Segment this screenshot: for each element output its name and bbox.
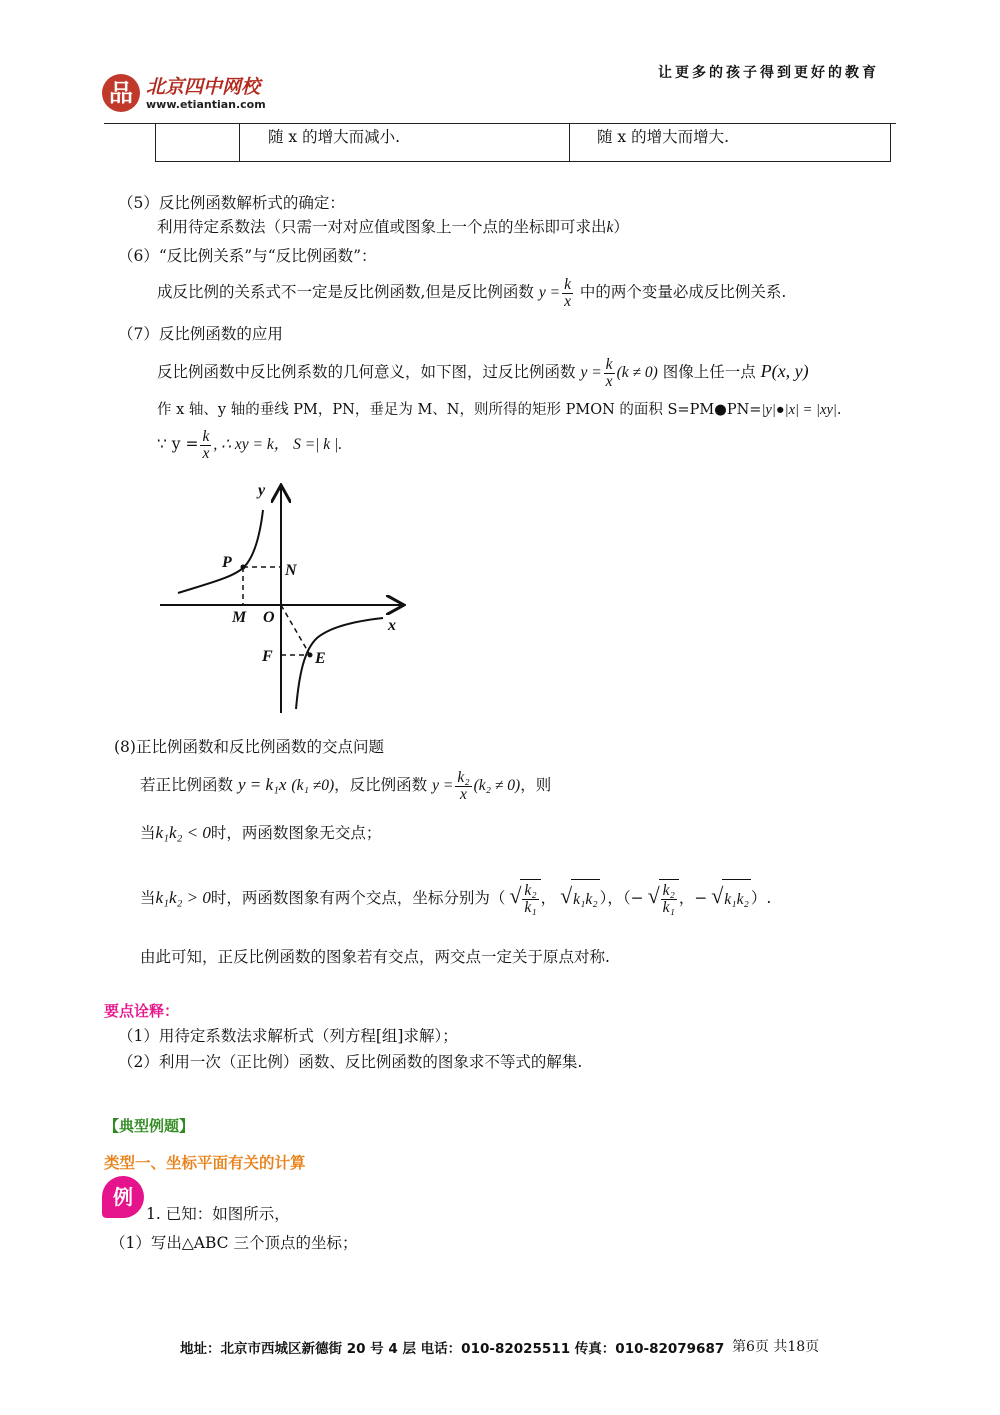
section-7-cond: (k ≠ 0) — [616, 364, 658, 381]
section-8-line1 — [140, 768, 551, 803]
label-p: P — [222, 554, 232, 571]
section-8-title: (8)正比例函数和反比例函数的交点问题 — [114, 738, 384, 756]
fraction-numerator: √ k₂ — [662, 882, 675, 900]
label-f: F — [262, 648, 273, 665]
logo-url: www.etiantian.com — [146, 97, 266, 111]
section-8-inverse-cond: (k₂ ≠ 0) — [473, 777, 521, 794]
section-7-line2 — [157, 400, 842, 420]
section-7-line3 — [157, 428, 342, 462]
section-5-title: （5）反比例函数解析式的确定： — [118, 194, 345, 212]
section-7-point: P(x, y) — [760, 361, 809, 381]
section-7-fraction — [604, 357, 615, 390]
section-8-comma: ， — [540, 889, 557, 907]
section-8-l3-e: ），（− — [599, 889, 644, 907]
fraction-denominator: k₁ — [524, 899, 537, 917]
notes-item-1: （1）用待定系数法求解析式（列方程[组]求解）； — [118, 1027, 458, 1045]
label-n: N — [285, 562, 297, 579]
table-cell-increase: 随 x 的增大而增大. — [597, 128, 730, 146]
sqrt-k1k2-neg: √ k₁k₂ — [722, 879, 751, 920]
section-8-line2 — [140, 820, 381, 846]
section-6-body-a: 成反比例的关系式不一定是反比例函数,但是反比例函数 — [157, 283, 534, 301]
fraction-denominator: x — [605, 372, 613, 390]
section-7-eq: y = — [580, 364, 602, 381]
notes-title: 要点诠释： — [104, 1002, 180, 1020]
site-logo[interactable] — [102, 74, 266, 112]
fraction-numerator: √ k₂ — [524, 882, 537, 900]
section-6-fraction — [562, 277, 573, 310]
section-8-fraction — [455, 770, 471, 803]
section-8-l1-b: ，反比例函数 — [334, 776, 428, 794]
example-badge-icon: 例 — [102, 1176, 144, 1218]
section-7-line2-c: . — [836, 402, 842, 418]
fraction-numerator: k — [202, 427, 210, 445]
section-6-body-b: 中的两个变量必成反比例关系. — [579, 283, 787, 301]
footer-address: 地址：北京市西城区新德街 20 号 4 层 电话：010-82025511 传真：010-82079687 — [180, 1341, 725, 1357]
hyperbola-graph — [150, 475, 420, 720]
oe-dashed — [281, 605, 310, 655]
logo-name: 北京四中网校 — [146, 75, 261, 98]
section-8-l2-a: 当 — [140, 824, 156, 842]
section-8-line3 — [140, 878, 771, 920]
label-y: y — [258, 482, 266, 499]
comparison-table — [155, 123, 891, 162]
section-8-l2-expr: k₁k₂ < 0 — [155, 823, 211, 842]
section-6-eq: y = — [538, 284, 561, 301]
section-5-k: k — [606, 219, 614, 236]
section-8-l1-c: ，则 — [520, 776, 552, 794]
fraction-numerator: k₂ — [457, 768, 470, 786]
table-divider — [239, 123, 240, 161]
section-5-text — [157, 217, 629, 238]
label-m: M — [232, 609, 247, 626]
section-7-line1-a: 反比例函数中反比例系数的几何意义，如下图，过反比例函数 — [157, 363, 576, 381]
footer-page: 第6页 共18页 — [732, 1339, 820, 1355]
sqrt-k1k2: √ k₁k₂ — [571, 879, 600, 920]
table-divider — [569, 123, 570, 161]
section-6-title: （6）“反比例关系”与“反比例函数”： — [118, 247, 377, 265]
question-1-part-1: （1）写出△ABC 三个顶点的坐标； — [110, 1234, 358, 1252]
section-7-title: （7）反比例函数的应用 — [118, 325, 283, 343]
section-8-direct-eq: y = k₁x — [237, 775, 287, 794]
logo-icon: 品 — [102, 74, 140, 112]
section-8-l3-f: ，− — [678, 889, 708, 907]
section-7-line1-b: 图像上任一点 — [662, 363, 756, 381]
section-8-l3-a: 当 — [140, 889, 156, 907]
section-8-l3-expr: k₁k₂ > 0 — [155, 888, 211, 907]
section-8-l1-a: 若正比例函数 — [140, 776, 234, 794]
section-8-direct-cond: (k₁ ≠0) — [291, 777, 335, 794]
section-5-close: ） — [613, 218, 629, 236]
label-e: E — [315, 650, 326, 667]
sqrt-k2-over-k1-neg — [659, 879, 679, 920]
section-8-l2-b: 时，两函数图象无交点； — [210, 824, 382, 842]
hyperbola-branch-right — [296, 618, 383, 709]
fraction-denominator: k₁ — [662, 899, 675, 917]
sqrt-k2-over-k1 — [520, 879, 540, 920]
section-7-line2-a: 作 x 轴、y 轴的垂线 PM，PN，垂足为 M、N，则所得的矩形 PMON 的面积 S=PM●PN= — [157, 402, 762, 418]
header-slogan: 让更多的孩子得到更好的教育 — [658, 65, 879, 81]
point-e — [308, 653, 313, 658]
section-7-line3-a: ∵ y = — [157, 435, 199, 453]
type-1-heading: 类型一、坐标平面有关的计算 — [104, 1154, 306, 1172]
section-8-l3-g: ）. — [750, 889, 772, 907]
fraction-numerator: k — [564, 275, 571, 293]
fraction-denominator: x — [202, 444, 210, 462]
section-7-line3-fraction — [200, 429, 211, 462]
section-7-line1 — [157, 355, 809, 390]
section-5-body: 利用待定系数法（只需一对对应值或图象上一个点的坐标即可求出 — [157, 218, 607, 236]
label-o: O — [263, 609, 275, 626]
section-7-area-expr: |y|●|x| = |xy| — [761, 402, 837, 418]
section-7-line3-b: , ∴ xy = k， S =| k |. — [213, 436, 343, 453]
section-8-conclusion: 由此可知，正反比例函数的图象若有交点，两交点一定关于原点对称. — [140, 948, 610, 966]
notes-item-2: （2）利用一次（正比例）函数、反比例函数的图象求不等式的解集. — [118, 1053, 583, 1071]
hyperbola-branch-left — [178, 510, 263, 593]
fraction-denominator: x — [460, 785, 467, 803]
label-x: x — [388, 617, 396, 634]
table-cell-decrease: 随 x 的增大而减小. — [268, 128, 401, 146]
question-1: 1. 已知：如图所示， — [146, 1205, 290, 1223]
section-8-l3-b: 时，两函数图象有两个交点，坐标分别为（ — [210, 889, 506, 907]
point-p — [241, 565, 246, 570]
section-8-inverse-eq: y = — [432, 777, 454, 794]
section-6-text — [157, 276, 786, 310]
fraction-numerator: k — [605, 355, 613, 373]
fraction-denominator: x — [564, 292, 571, 310]
examples-heading: 【典型例题】 — [104, 1117, 195, 1135]
